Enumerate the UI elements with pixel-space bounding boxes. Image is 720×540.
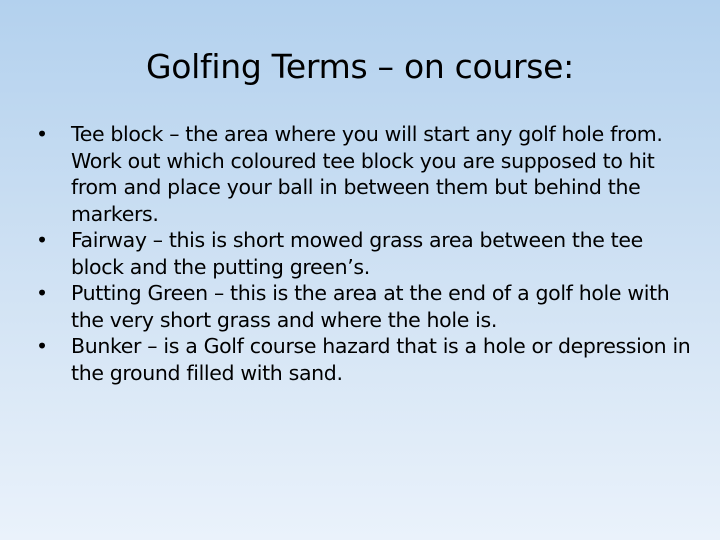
bullet-text: Tee block – the area where you will start any golf hole from. Work out which coloured tee block you are supposed to hit from and place your ball in between them but behind the markers. [71, 122, 663, 226]
bullet-dot-icon: • [36, 122, 48, 146]
bullet-text: Fairway – this is short mowed grass area between the tee block and the putting green’s. [71, 228, 643, 279]
bullet-text: Putting Green – this is the area at the end of a golf hole with the very short grass and where the hole is. [71, 281, 670, 332]
bullet-item-putting-green [36, 280, 700, 333]
bullet-dot-icon: • [36, 334, 48, 358]
bullet-dot-icon: • [36, 281, 48, 305]
bullet-item-fairway [36, 227, 700, 280]
bullet-list [36, 121, 700, 386]
bullet-text: Bunker – is a Golf course hazard that is a hole or depression in the ground filled with sand. [71, 334, 691, 385]
bullet-item-tee-block [36, 121, 700, 227]
bullet-item-bunker [36, 333, 700, 386]
slide-title: Golfing Terms – on course: [146, 47, 574, 86]
bullet-dot-icon: • [36, 228, 48, 252]
